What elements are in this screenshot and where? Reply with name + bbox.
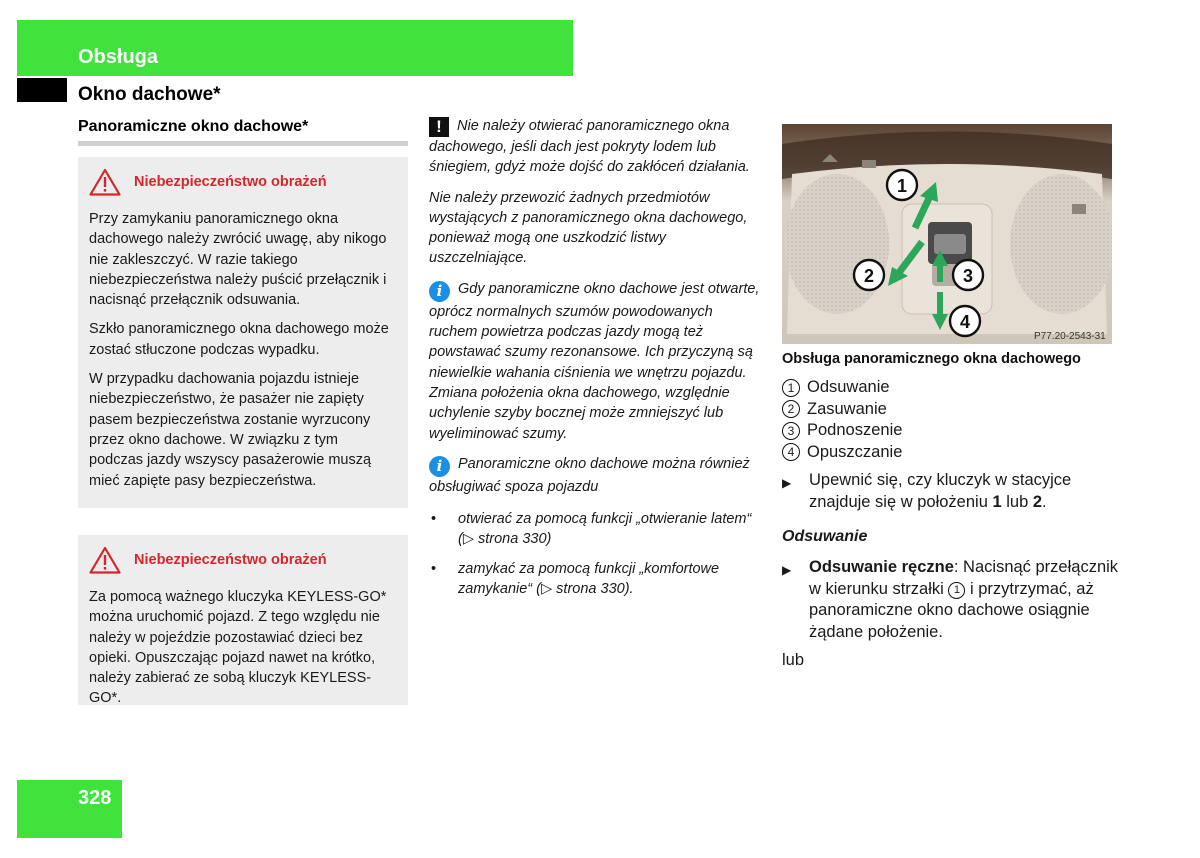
warning-box-injury-2 [78,535,408,705]
continuation-text: lub [782,651,805,669]
circled-number-icon: 2 [782,400,800,418]
info-note [429,279,763,444]
circled-number-icon: 3 [782,422,800,440]
info-note-text: Panoramiczne okno dachowe można również obsługiwać spoza pojazdu [429,455,750,495]
info-icon: i [429,456,450,477]
legend-item [782,442,1122,464]
bullet-icon: • [431,560,437,577]
subsection-rule [78,141,408,146]
warning-paragraph: Przy zamykaniu panoramicznego okna dachowego należy zwrócić uwagę, aby nikogo nie zakleszczyć. W razie takiego niebezpieczeństwa należy puścić przełącznik i nacisnąć przełącznik odsuwania. [89,211,387,309]
warning-title: Niebezpieczeństwo obrażeń [134,552,327,568]
list-item-text: zamykać za pomocą funkcji „komfortowe zamykanie“ (▷ strona 330). [458,560,720,598]
warning-paragraph: Za pomocą ważnego kluczyka KEYLESS-GO* można uruchomić pojazd. Z tego względu nie należy w pojeździe pozostawiać dzieci bez opieki. Opuszczając pojazd nawet na krótko, należy zabierać ze sobą kluczyk KEYLESS-GO*. [89,589,387,707]
caution-note-continued: Nie należy przewozić żadnych przedmiotów wystających z panoramicznego okna dachowego, ponieważ mogą one uszkodzić listwy uszczelniające. [429,189,748,267]
figure-code: P77.20-2543-31 [1034,331,1106,342]
list-item [429,509,763,550]
info-note-text: Gdy panoramiczne okno dachowe jest otwarte, oprócz normalnych szumów powodowanych ruchem powietrza podczas jazdy mogą też powstawać szumy rezonansowe. Ich przyczyną są niewielkie wahania ciśnienia we wnętrzu pojazdu. Zmiana położenia okna dachowego, względnie uchylenie szyby bocznej może zmniejszyć lub wyeliminować szumy. [429,280,760,442]
callout-2 [854,260,884,290]
figure-caption: Obsługa panoramicznego okna dachowego [782,351,1081,367]
notes-column [429,116,763,608]
callout-label: 3 [962,266,974,286]
legend-label: Odsuwanie [807,378,890,396]
subheading-opening: Odsuwanie [782,528,868,545]
callout-label: 1 [896,176,908,196]
list-item [429,559,763,600]
circled-number-icon: 1 [948,582,965,599]
instruction-text: Odsuwanie ręczne: Nacisnąć przełącznik w kierunku strzałki 1 i przytrzymać, aż panoramiczne okno dachowe osiągnie żądane położenie. [809,558,1119,641]
chapter-title: Okno dachowe* [78,84,221,105]
callout-3 [953,260,983,290]
instruction-step-key-position [782,470,1122,513]
warning-triangle-icon [89,168,121,196]
circled-number-icon: 1 [782,379,800,397]
warning-header [89,167,396,197]
callout-label: 2 [863,266,875,286]
warning-title: Niebezpieczeństwo obrażeń [134,174,327,190]
legend-label: Opuszczanie [807,442,903,461]
bullet-icon: • [431,511,437,528]
page-number: 328 [78,787,112,809]
warning-paragraph: Szkło panoramicznego okna dachowego może zostać stłuczone podczas wypadku. [89,321,389,358]
list-item-text: otwierać za pomocą funkcji „otwieranie latem“ (▷ strona 330) [458,511,752,548]
warning-box-injury-1 [78,157,408,508]
chapter-tab-marker [17,78,67,102]
step-arrow-icon: ▶ [782,563,792,577]
info-note [429,454,763,497]
caution-note [429,116,763,178]
instruction-text: Upewnić się, czy kluczyk w stacyjce znajduje się w położeniu 1 lub 2. [809,471,1072,511]
step-arrow-icon: ▶ [782,476,792,490]
section-title: Obsługa [78,46,159,68]
legend-item [782,377,1122,399]
subsection-title: Panoramiczne okno dachowe* [78,118,309,135]
warning-triangle-icon [89,546,121,574]
legend-label: Podnoszenie [807,421,903,439]
legend-label: Zasuwanie [807,399,887,418]
info-icon: i [429,281,450,302]
callout-1 [887,170,917,200]
warning-header [89,545,396,575]
sunroof-switch-figure [782,124,1112,344]
circled-number-icon: 4 [782,443,800,461]
callout-label: 4 [959,312,971,332]
figure-legend [782,377,1122,463]
instruction-step-manual-open [782,557,1122,643]
caution-note-text: Nie należy otwierać panoramicznego okna dachowego, jeśli dach jest pokryty lodem lub śniegiem, gdyż może dojść do zakłóceń działania. [429,118,750,176]
legend-item [782,399,1122,421]
warning-paragraph: W przypadku dachowania pojazdu istnieje niebezpieczeństwo, że pasażer nie zapięty pasem bezpieczeństwa zostanie wyrzucony przez okno dachowe. W związku z tym podczas jazdy wszyscy pasażerowie muszą mieć zapięte pasy bezpieczeństwa. [89,371,372,489]
legend-item [782,420,1122,442]
exclamation-icon: ! [429,117,449,137]
callout-4 [950,306,980,336]
